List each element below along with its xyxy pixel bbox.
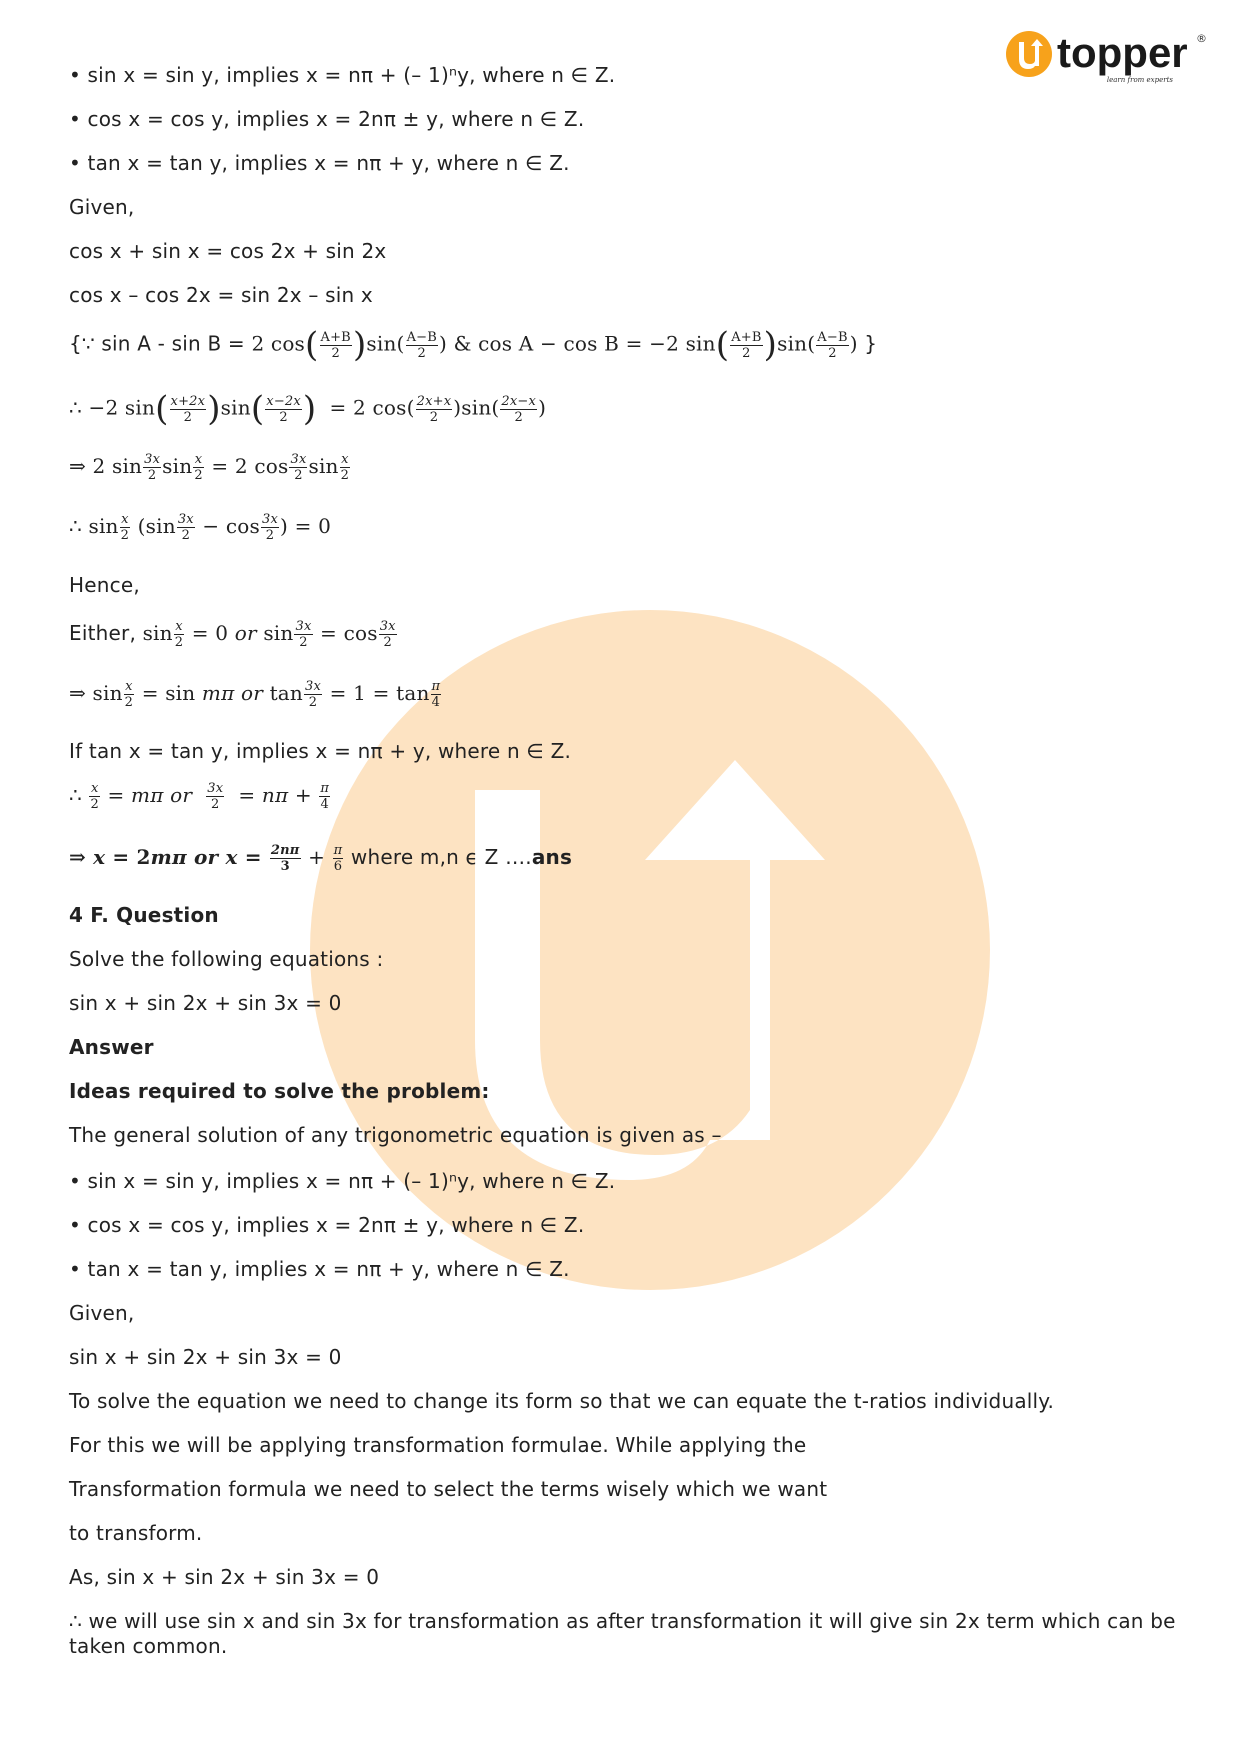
question-equation: sin x + sin 2x + sin 3x = 0 [69,991,342,1015]
final-answer: ⇒ x = 2mπ or x = $\frac{2n\pi}{3}$ + $\frac{\pi}{6}$ where m,n ϵ Z ….ans [69,843,573,874]
general-solution-intro: The general solution of any trigonometric equation is given as – [69,1123,722,1147]
question-title: 4 F. Question [69,903,219,927]
rule-tan-2: • tan x = tan y, implies x = nπ + y, where n ∈ Z. [69,1257,570,1281]
paragraph-6: ∴ we will use sin x and sin 3x for transformation as after transformation it will give sin 2x term which can be taken common. [69,1609,1176,1658]
rearranged-equation: cos x – cos 2x = sin 2x – sin x [69,283,373,307]
logo-registered-mark: ® [1196,32,1207,45]
paragraph-3: Transformation formula we need to select the terms wisely which we want [69,1477,828,1501]
answer-heading: Answer [69,1035,154,1059]
ideas-heading: Ideas required to solve the problem: [69,1079,490,1103]
paragraph-1: To solve the equation we need to change its form so that we can equate the t-ratios individually. [69,1389,1055,1413]
question-text: Solve the following equations : [69,947,384,971]
step-solve-cases: ∴ $\frac{x}{2}$ = mπ or $\frac{3x}{2}$ = nπ + $\frac{\pi}{4}$ [69,781,330,812]
topper-logo [1005,30,1205,90]
rule-tan: • tan x = tan y, implies x = nπ + y, where n ∈ Z. [69,151,570,175]
paragraph-4: to transform. [69,1521,203,1545]
rule-cos-2: • cos x = cos y, implies x = 2nπ ± y, where n ∈ Z. [69,1213,585,1237]
logo-tagline: learn from experts [1106,76,1173,84]
final-answer-suffix: where m,n ϵ Z …. [350,845,532,869]
step-applied-formula: ∴ −2 sin( $\frac{x+2x}{2}$ )sin( $\frac{x-2x}{2}$ ) = 2 cos( $\frac{2x+x}{2}$ )sin( $\frac{2x-x}{2}$ ) [69,389,547,429]
given-equation: cos x + sin x = cos 2x + sin 2x [69,239,387,263]
ans-label: ans [531,845,573,869]
given-label: Given, [69,195,135,219]
transformation-formula: {∵ sin A - sin B = 2 cos( $\frac{A+B}{2}$ )sin( $\frac{A-B}{2}$ ) & cos A − cos B = −2 sin( $\frac{A+B}{2}$ )sin( $\frac{A-B}{2}$ ) } [69,325,878,365]
topper-logo-mark [1005,30,1205,90]
given-label-2: Given, [69,1301,135,1325]
step-either: Either, sin $\frac{x}{2}$ = 0 or sin $\frac{3x}{2}$ = cos $\frac{3x}{2}$ [69,619,396,650]
paragraph-5: As, sin x + sin 2x + sin 3x = 0 [69,1565,380,1589]
rule-sin-2: • sin x = sin y, implies x = nπ + (– 1)ⁿy, where n ∈ Z. [69,1169,616,1193]
given-equation-2: sin x + sin 2x + sin 3x = 0 [69,1345,342,1369]
rule-sin: • sin x = sin y, implies x = nπ + (– 1)ⁿy, where n ∈ Z. [69,63,616,87]
step-factored: ∴ sin $\frac{x}{2}$ (sin $\frac{3x}{2}$ − cos $\frac{3x}{2}$ ) = 0 [69,512,332,543]
either-prefix: Either, [69,621,136,645]
tan-rule: If tan x = tan y, implies x = nπ + y, where n ∈ Z. [69,739,572,763]
hence-label: Hence, [69,573,140,597]
step-cases: ⇒ sin $\frac{x}{2}$ = sin mπ or tan $\frac{3x}{2}$ = 1 = tan $\frac{\pi}{4}$ [69,679,441,710]
step-simplified: ⇒ 2 sin $\frac{3x}{2}$ sin $\frac{x}{2}$ = 2 cos $\frac{3x}{2}$ sin $\frac{x}{2}$ [69,452,350,483]
logo-wordmark: topper [1057,29,1188,76]
paragraph-2: For this we will be applying transformation formulae. While applying the [69,1433,807,1457]
rule-cos: • cos x = cos y, implies x = 2nπ ± y, where n ∈ Z. [69,107,585,131]
